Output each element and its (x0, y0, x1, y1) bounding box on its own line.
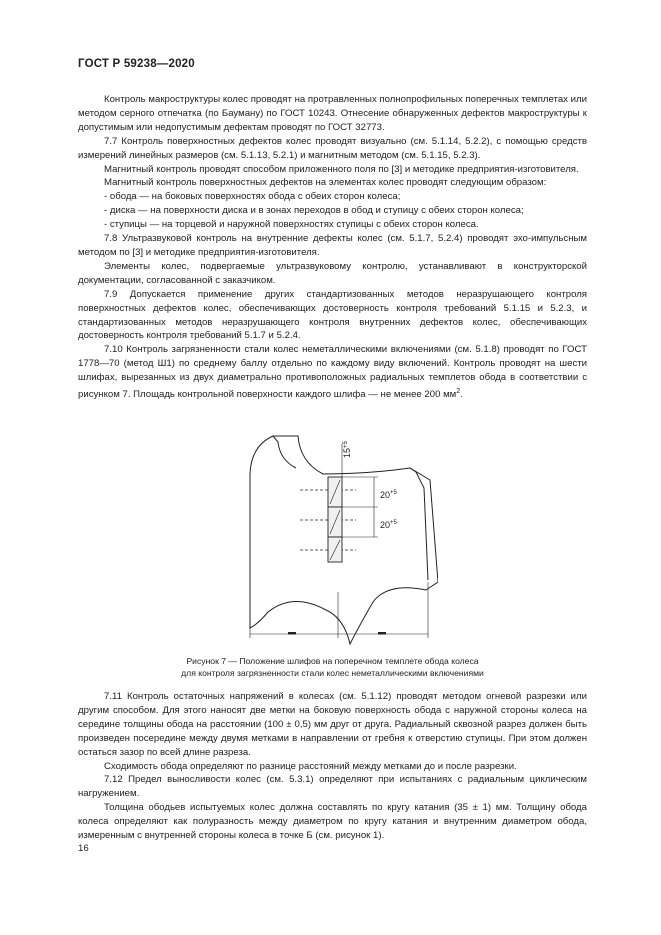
paragraph-rim-thickness: Толщина ободьев испытуемых колес должна составлять по кругу катания (35 ± 1) мм. Толщину обода колеса определяют как полуразность между диаметром по кругу катания и внутренним диаметром обода, измеренным с внутренней стороны колеса в точке Б (см. рисунок 1). (78, 802, 587, 842)
paragraph-7-10-text: 7.10 Контроль загрязненности стали колес неметаллическими включениями (см. 5.1.8) проводят по ГОСТ 1778—70 (метод Ш1) по среднему баллу отдельно по каждому виду включений. Контроль проводят на шести шлифах, вырезанных из двух диаметрально противоположных радиальных темплетов обода в соответствии с рисунком 7. Площадь контрольной поверхности каждого шлифа — не менее 200 мм (78, 344, 587, 401)
paragraph-7-8: 7.8 Ультразвуковой контроль на внутренние дефекты колес (см. 5.1.7, 5.2.4) проводят эхо-импульсным методом по [3] и методике предприятия-изготовителя. (78, 233, 587, 258)
paragraph-ultrasonic-elements: Элементы колес, подвергаемые ультразвуковому контролю, устанавливают в конструкторской документации, согласованной с заказчиком. (78, 260, 587, 286)
dim-mark-left (288, 632, 296, 635)
list-item-hub: - ступицы — на торцевой и наружной поверхностях ступицы с обеих сторон колеса. (104, 219, 479, 231)
dim-lower-number: 20 (380, 520, 391, 530)
area-superscript: 2 (456, 388, 461, 396)
figure-caption (78, 655, 587, 679)
paragraph-magnetic-surface: Магнитный контроль поверхностных дефектов на элементах колес проводят следующим образом: (104, 177, 547, 189)
paragraph-convergence: Сходимость обода определяют по разнице расстояний между метками до и после разрезки. (104, 760, 517, 772)
paragraph-7-7: 7.7 Контроль поверхностных дефектов колес проводят визуально (см. 5.1.14, 5.2.2), с помощью средств измерений линейных размеров (см. 5.1.13, 5.2.1) и магнитным методом (см. 5.1.15, 5.2.3). (78, 135, 587, 161)
paragraph-7-10: 7.10 Контроль загрязненности стали колес неметаллическими включениями (см. 5.1.8) проводят по ГОСТ 1778—70 (метод Ш1) по среднему баллу отдельно по каждому виду включений. Контроль проводят на шести шлифах, вырезанных из двух диаметрально противоположных радиальных темплетов обода в соответствии с рисунком 7. Площадь контрольной поверхности каждого шлифа — не менее 200 $мм^2$. (78, 344, 587, 401)
body-text-top (78, 93, 587, 402)
paragraph-macrostructure: Контроль макроструктуры колес проводят на протравленных полнопрофильных поперечных темплетах или методом серного отпечатка (по Бауману) по ГОСТ 10243. Отнесение обнаруженных дефектов макроструктуры к допустимым или недопустимым дефектам проводят по ГОСТ 32773. (78, 94, 587, 133)
list-item-disk: - диска — на поверхности диска и в зонах переходов в обод и ступицу с обеих сторон колеса; (104, 205, 524, 217)
dim-vertical-tolerance: +5 (343, 441, 349, 448)
rim-corner-chamfer (410, 468, 428, 580)
dim-lower-value (380, 520, 398, 530)
dim-upper-tolerance: +5 (390, 490, 397, 496)
figure-7-rim-template (238, 432, 438, 650)
page-number: 16 (78, 843, 89, 854)
template-outline (250, 436, 438, 644)
dim-mark-right (378, 632, 386, 635)
dim-vertical-number: 15 (342, 447, 352, 458)
body-text-bottom (78, 690, 587, 843)
paragraph-7-12: 7.12 Предел выносливости колес (см. 5.3.1) определяют при испытаниях с радиальным циклическим нагружением. (78, 774, 587, 800)
paragraph-7-11: 7.11 Контроль остаточных напряжений в колесах (см. 5.1.12) проводят методом огневой разрезки или другим способом. Для этого наносят две метки на боковую поверхность обода с наружной стороны колеса на середине толщины обода на расстоянии (100 ± 0,5) мм друг от друга. Радиальный сквозной разрез должен быть произведен посередине между двумя метками в направлении от гребня к отверстию ступицы. При этом должен остаться зазор по всей длине разреза. (78, 691, 587, 758)
caption-line-2: для контроля загрязненности стали колес неметаллическими включениями (181, 668, 484, 678)
list-item-rim: - обода — на боковых поверхностях обода с обеих сторон колеса; (104, 191, 401, 203)
paragraph-7-9: 7.9 Допускается применение других стандартизованных методов неразрушающего контроля поверхностных дефектов колес, обеспечивающих достоверность контроля требований 5.1.15 и 5.2.3, и стандартизованных методов неразрушающего контроля внутренних дефектов колес, обеспечивающих достоверность контроля требований 5.1.7 и 5.2.4. (78, 288, 587, 342)
paragraph-magnetic: Магнитный контроль проводят способом приложенного поля по [3] и методике предприятия-изготовителя. (104, 163, 579, 175)
dim-lower-tolerance: +5 (390, 520, 397, 526)
document-header: ГОСТ Р 59238—2020 (78, 58, 195, 70)
caption-line-1: Рисунок 7 — Положение шлифов на поперечном темплете обода колеса (186, 656, 479, 666)
dim-upper-number: 20 (380, 490, 391, 500)
dim-upper-value (380, 490, 398, 500)
dim-vertical-value (342, 440, 352, 458)
flange-line (273, 436, 296, 468)
